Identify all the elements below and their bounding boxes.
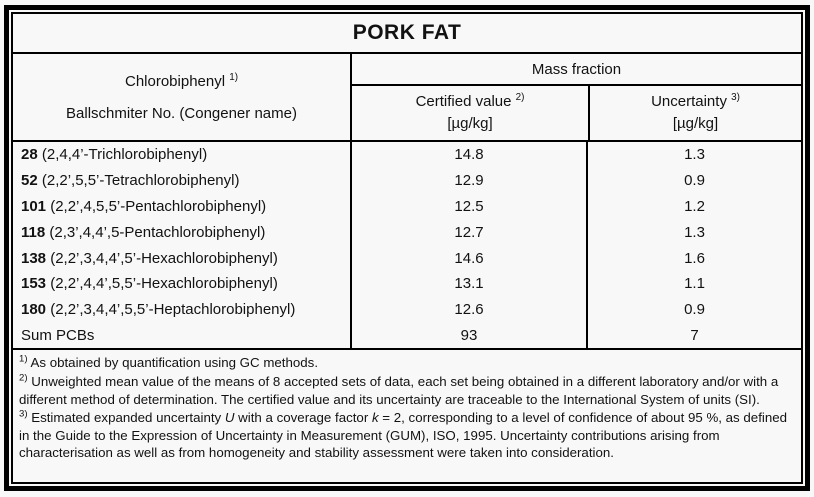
uncertainty-value: 1.3 — [586, 142, 801, 168]
column-header-certified-value — [352, 86, 588, 140]
chlorobiphenyl-header-line: Chlorobiphenyl $^{1)}$ — [124, 71, 238, 90]
uncertainty-value: 0.9 — [586, 168, 801, 194]
table-row-sum-pcbs — [13, 323, 801, 349]
congener-number: 138 — [21, 249, 47, 267]
footnote-2: $^{2)}$ Unweighted mean value of the means of 8 accepted sets of data, each set being obtained in a different laboratory and/or with a different method of determination. The certified value and its uncertainty are traceable to the International System of units (SI). — [19, 372, 779, 407]
certified-value: 12.7 — [350, 219, 586, 245]
congener-label — [13, 323, 350, 349]
congener-name: (2,2’,4,5,5’-Pentachlorobiphenyl) — [46, 197, 267, 215]
certified-value: 14.8 — [350, 142, 586, 168]
congener-number: 180 — [21, 301, 47, 319]
certified-value: 13.1 — [350, 271, 586, 297]
congener-name: Sum PCBs — [21, 326, 95, 344]
certified-value: 14.6 — [350, 245, 586, 271]
congener-name: (2,4,4’-Trichlorobiphenyl) — [37, 146, 208, 164]
congener-name: (2,2’,4,4’,5,5’-Hexachlorobiphenyl) — [46, 275, 278, 293]
congener-name: (2,2’,3,4,4’,5,5’-Heptachlorobiphenyl) — [46, 301, 296, 319]
table-row — [13, 271, 801, 297]
uncertainty-unit: [µg/kg] — [672, 115, 719, 132]
congener-label — [13, 297, 350, 323]
mass-fraction-header: Mass fraction — [352, 54, 801, 86]
column-header-uncertainty — [588, 86, 801, 140]
certified-value-label: Certified value $^{2)}$ — [415, 92, 525, 110]
certified-value: 12.9 — [350, 168, 586, 194]
table-row — [13, 142, 801, 168]
congener-name: (2,3’,4,4’,5-Pentachlorobiphenyl) — [45, 223, 266, 241]
congener-number: 153 — [21, 275, 47, 293]
column-header-chlorobiphenyl — [13, 54, 350, 140]
congener-number: 28 — [21, 146, 38, 164]
congener-label — [13, 142, 350, 168]
table-row — [13, 297, 801, 323]
congener-label — [13, 168, 350, 194]
table-body — [13, 142, 801, 350]
footnote-1: $^{1)}$ As obtained by quantification using GC methods. — [19, 353, 319, 371]
congener-label — [13, 271, 350, 297]
document-frame — [4, 5, 810, 491]
table-row — [13, 245, 801, 271]
uncertainty-value: 1.6 — [586, 245, 801, 271]
congener-number: 52 — [21, 172, 38, 190]
uncertainty-value: 1.2 — [586, 194, 801, 220]
uncertainty-value: 7 — [586, 323, 801, 349]
uncertainty-value: 1.3 — [586, 219, 801, 245]
footnote-3: $^{3)}$ Estimated expanded uncertainty U with a coverage factor k = 2, corresponding to a level of confidence of about 95 %, as defined in the Guide to the Expression of Uncertainty in Measurement (GUM), ISO, 1995. Uncertainty contributions arising from characterisation as well as from homogeneity and stability assessment were taken into consideration. — [19, 408, 788, 461]
page-title: PORK FAT — [13, 14, 801, 54]
certified-value: 12.5 — [350, 194, 586, 220]
table-row — [13, 168, 801, 194]
footnotes — [13, 350, 801, 482]
certified-value: 93 — [350, 323, 586, 349]
sub-header-row — [352, 86, 801, 140]
uncertainty-value: 0.9 — [586, 297, 801, 323]
data-table — [11, 12, 803, 484]
uncertainty-value: 1.1 — [586, 271, 801, 297]
table-row — [13, 219, 801, 245]
congener-number: 118 — [21, 223, 46, 241]
congener-label — [13, 194, 350, 220]
certified-value-unit: [µg/kg] — [447, 115, 493, 132]
congener-label — [13, 219, 350, 245]
certified-value: 12.6 — [350, 297, 586, 323]
mass-fraction-header-group — [350, 54, 801, 140]
table-row — [13, 194, 801, 220]
congener-number: 101 — [21, 197, 47, 215]
congener-name: (2,2’,3,4,4’,5’-Hexachlorobiphenyl) — [46, 249, 278, 267]
ballschmiter-header-line: Ballschmiter No. (Congener name) — [66, 104, 297, 122]
uncertainty-label: Uncertainty $^{3)}$ — [651, 92, 740, 110]
congener-name: (2,2’,5,5’-Tetrachlorobiphenyl) — [37, 172, 240, 190]
congener-label — [13, 245, 350, 271]
table-header — [13, 54, 801, 142]
